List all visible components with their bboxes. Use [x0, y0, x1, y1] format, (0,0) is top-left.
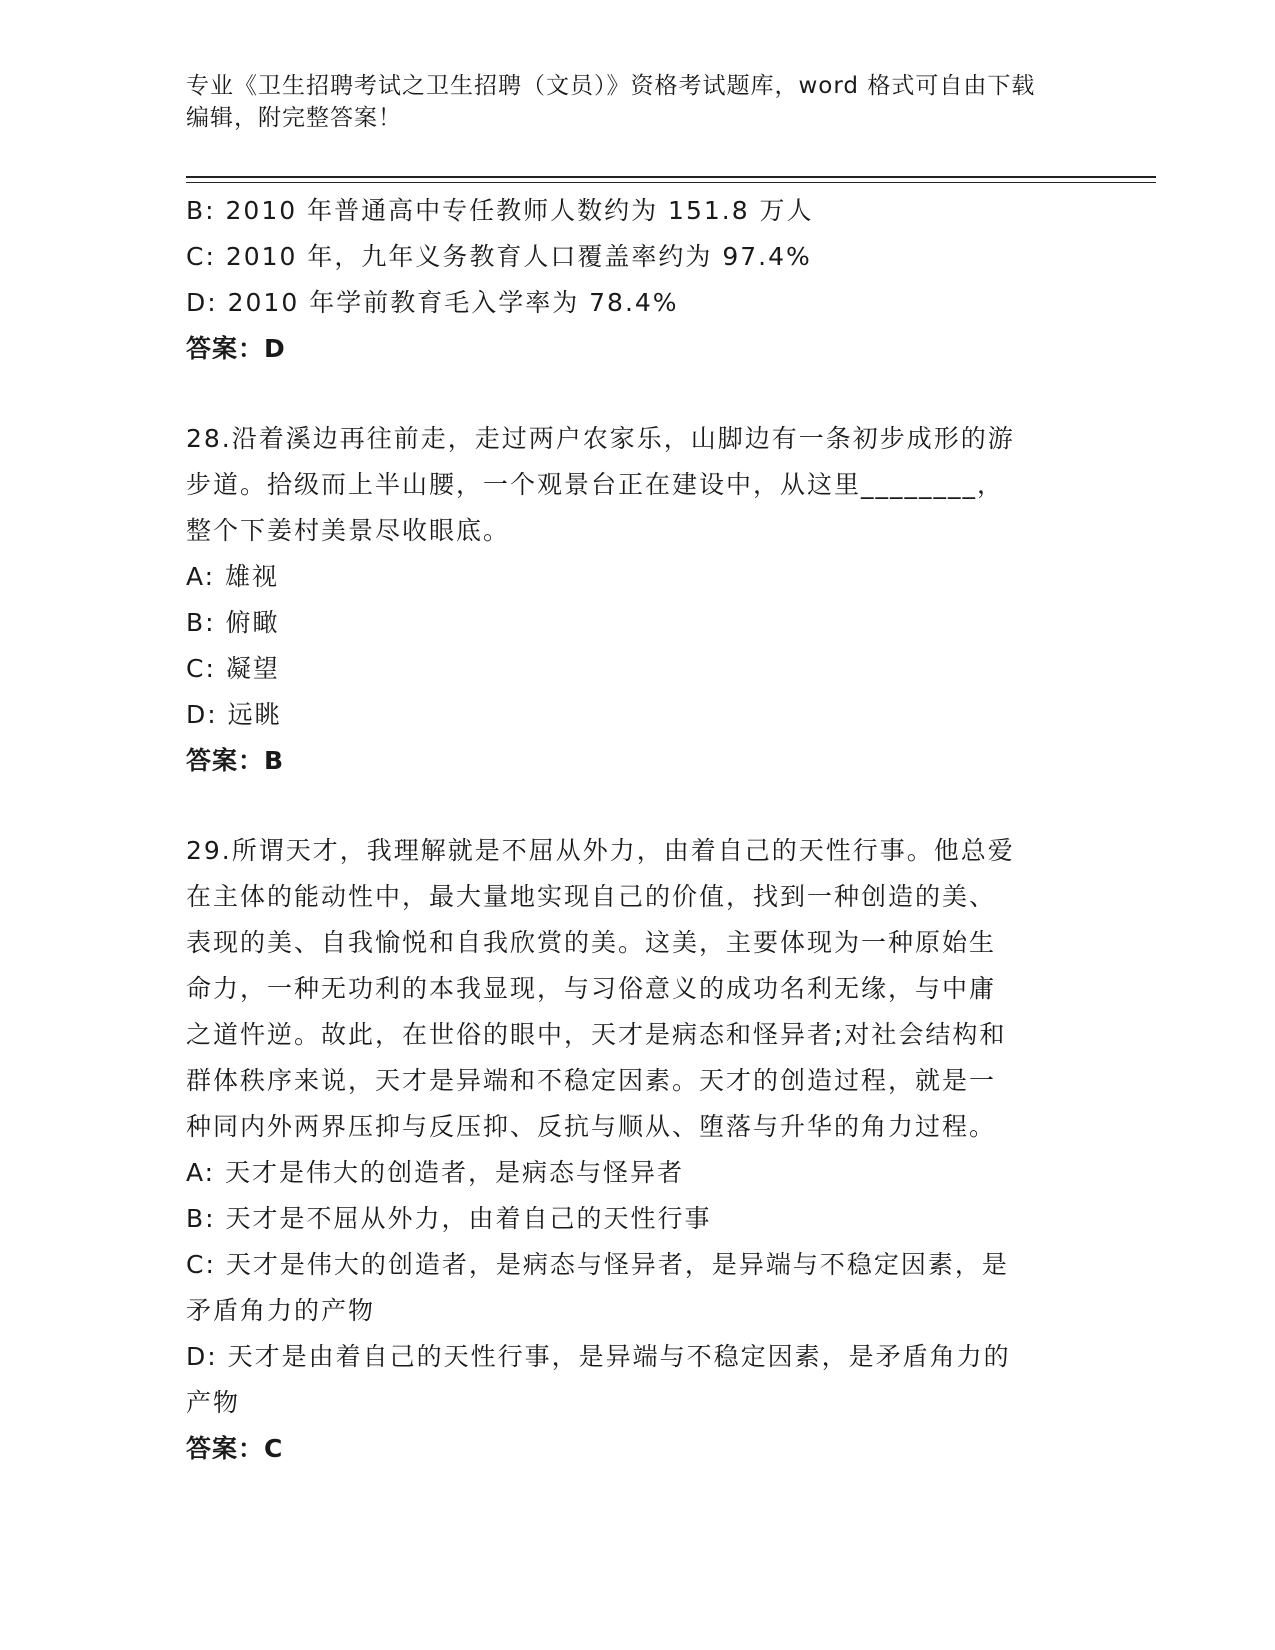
q28-option-d: D: 远眺	[186, 700, 282, 729]
q29-stem-line: 种同内外两界压抑与反压抑、反抗与顺从、堕落与升华的角力过程。	[186, 1112, 997, 1141]
q29-option-c: C: 天才是伟大的创造者，是病态与怪异者，是异端与不稳定因素，是	[186, 1250, 1009, 1279]
q28-option-c: C: 凝望	[186, 654, 280, 683]
q28-option-b: B: 俯瞰	[186, 608, 280, 637]
q29-stem-line: 之道忤逆。故此，在世俗的眼中，天才是病态和怪异者;对社会结构和	[186, 1020, 1007, 1049]
header-line-2: 编辑，附完整答案！	[186, 105, 402, 131]
question-content	[186, 188, 1086, 1472]
q29-stem-line: 在主体的能动性中，最大量地实现自己的价值，找到一种创造的美、	[186, 882, 997, 911]
q29-stem-line: 表现的美、自我愉悦和自我欣赏的美。这美，主要体现为一种原始生	[186, 928, 997, 957]
q28-stem-line: 整个下姜村美景尽收眼底。	[186, 516, 511, 545]
q29-answer: 答案：C	[186, 1434, 284, 1463]
q27-option-d: D: 2010 年学前教育毛入学率为 78.4%	[186, 288, 679, 317]
q27-option-c: C: 2010 年，九年义务教育人口覆盖率约为 97.4%	[186, 242, 812, 271]
q28-answer: 答案：B	[186, 746, 285, 775]
q27-option-b: B: 2010 年普通高中专任教师人数约为 151.8 万人	[186, 196, 814, 225]
q27-answer: 答案：D	[186, 334, 286, 363]
header-line-1: 专业《卫生招聘考试之卫生招聘（文员）》资格考试题库，word 格式可自由下载	[186, 73, 1036, 99]
q29-stem-line: 群体秩序来说，天才是异端和不稳定因素。天才的创造过程，就是一	[186, 1066, 997, 1095]
spacer	[186, 784, 1086, 828]
q29-stem-line: 29.所谓天才，我理解就是不屈从外力，由着自己的天性行事。他总爱	[186, 836, 1015, 865]
q29-option-c-continued: 矛盾角力的产物	[186, 1296, 376, 1325]
page-header	[186, 70, 1086, 134]
spacer	[186, 372, 1086, 416]
q29-option-d: D: 天才是由着自己的天性行事，是异端与不稳定因素，是矛盾角力的	[186, 1342, 1011, 1371]
q29-option-a: A: 天才是伟大的创造者，是病态与怪异者	[186, 1158, 685, 1187]
q29-option-b: B: 天才是不屈从外力，由着自己的天性行事	[186, 1204, 712, 1233]
q28-stem-line: 步道。拾级而上半山腰，一个观景台正在建设中，从这里________，	[186, 470, 1005, 499]
header-divider	[186, 176, 1156, 183]
q29-option-d-continued: 产物	[186, 1388, 241, 1417]
q28-stem-line: 28.沿着溪边再往前走，走过两户农家乐，山脚边有一条初步成形的游	[186, 424, 1015, 453]
q29-stem-line: 命力，一种无功利的本我显现，与习俗意义的成功名利无缘，与中庸	[186, 974, 997, 1003]
q28-option-a: A: 雄视	[186, 562, 280, 591]
